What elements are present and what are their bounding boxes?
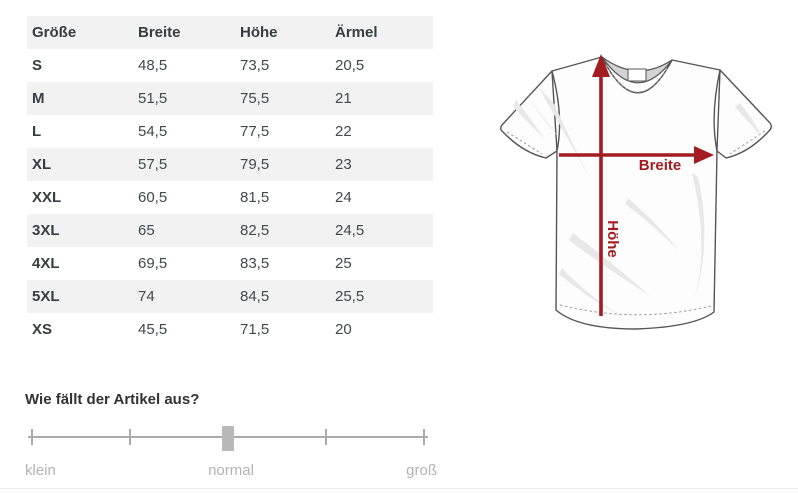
breite-cell: 45,5 [138, 321, 168, 338]
col-header-aermel: Ärmel [335, 24, 378, 41]
table-row [27, 214, 433, 247]
table-row [27, 280, 433, 313]
aermel-cell: 24 [335, 189, 352, 206]
slider-tick [31, 429, 33, 445]
hoehe-cell: 81,5 [240, 189, 270, 206]
aermel-cell: 24,5 [335, 222, 365, 239]
table-row [27, 115, 433, 148]
aermel-cell: 20 [335, 321, 352, 338]
table-row [27, 181, 433, 214]
breite-cell: 69,5 [138, 255, 168, 272]
breite-cell: 54,5 [138, 123, 168, 140]
slider-tick [325, 429, 327, 445]
hoehe-cell: 77,5 [240, 123, 270, 140]
fit-question-heading: Wie fällt der Artikel aus? [25, 391, 200, 408]
tshirt-diagram [478, 28, 798, 350]
size-table [27, 16, 433, 346]
aermel-cell: 21 [335, 90, 352, 107]
col-header-groesse: Größe [32, 24, 77, 41]
hoehe-cell: 82,5 [240, 222, 270, 239]
table-row [27, 148, 433, 181]
bottom-divider [0, 488, 798, 489]
slider-tick [423, 429, 425, 445]
hoehe-cell: 73,5 [240, 57, 270, 74]
fit-slider [28, 425, 428, 455]
size-cell: 5XL [32, 288, 60, 305]
table-row [27, 49, 433, 82]
breite-cell: 74 [138, 288, 155, 305]
fit-label-klein: klein [25, 462, 56, 479]
breite-cell: 57,5 [138, 156, 168, 173]
col-header-breite: Breite [138, 24, 181, 41]
table-row [27, 313, 433, 346]
table-row [27, 82, 433, 115]
col-header-hoehe: Höhe [240, 24, 278, 41]
aermel-cell: 20,5 [335, 57, 365, 74]
size-cell: XXL [32, 189, 62, 206]
aermel-cell: 22 [335, 123, 352, 140]
hoehe-cell: 79,5 [240, 156, 270, 173]
aermel-cell: 25,5 [335, 288, 365, 305]
hoehe-cell: 75,5 [240, 90, 270, 107]
tshirt-left-sleeve [501, 71, 557, 158]
hoehe-cell: 84,5 [240, 288, 270, 305]
hoehe-cell: 83,5 [240, 255, 270, 272]
fit-label-gross: groß [406, 462, 437, 479]
size-cell: S [32, 57, 43, 74]
slider-tick [129, 429, 131, 445]
breite-cell: 51,5 [138, 90, 168, 107]
breite-label: Breite [638, 157, 682, 174]
size-cell: M [32, 90, 45, 107]
size-cell: L [32, 123, 42, 140]
table-row [27, 247, 433, 280]
aermel-cell: 25 [335, 255, 352, 272]
aermel-cell: 23 [335, 156, 352, 173]
size-cell: XL [32, 156, 52, 173]
breite-cell: 60,5 [138, 189, 168, 206]
hoehe-label: Höhe [604, 220, 621, 258]
size-cell: 4XL [32, 255, 60, 272]
table-header-row [27, 16, 433, 49]
size-cell: 3XL [32, 222, 60, 239]
fit-scale-labels [25, 462, 437, 480]
slider-handle[interactable] [222, 426, 234, 451]
breite-cell: 65 [138, 222, 155, 239]
hoehe-cell: 71,5 [240, 321, 270, 338]
breite-cell: 48,5 [138, 57, 168, 74]
size-cell: XS [32, 321, 53, 338]
collar-label-tag [628, 69, 646, 81]
fit-label-normal: normal [208, 462, 254, 479]
